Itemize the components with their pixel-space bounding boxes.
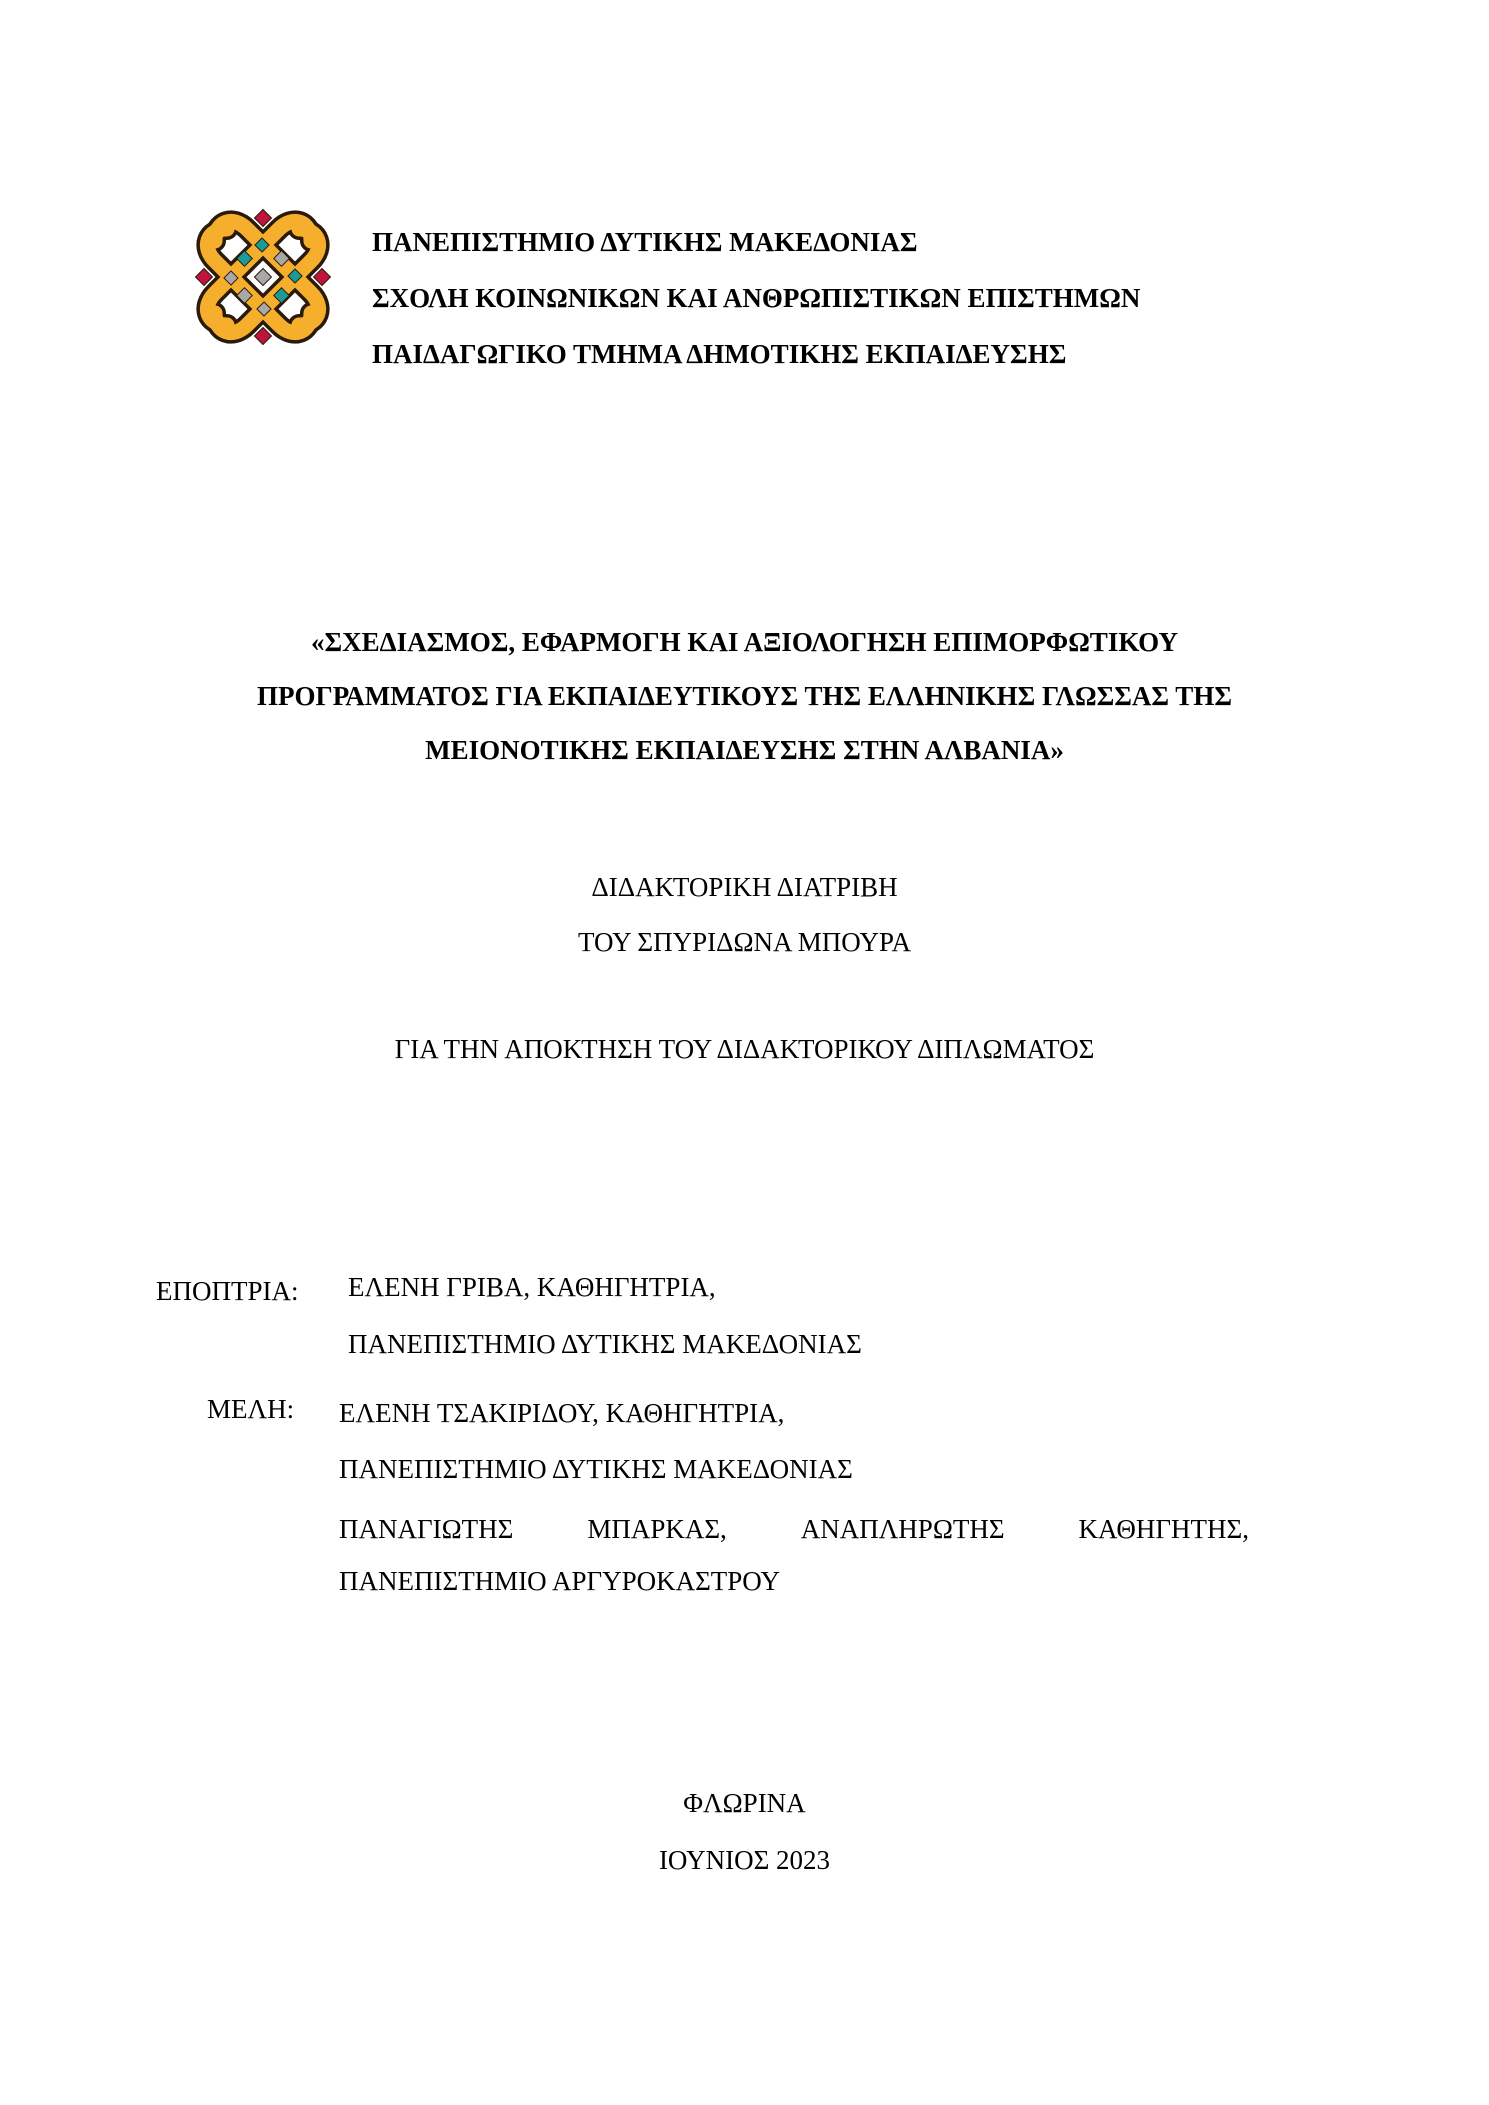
member-2-word: ΚΑΘΗΓΗΤΗΣ, [1078, 1514, 1249, 1544]
supervisor-label: ΕΠΟΠΤΡΙΑ: [156, 1276, 299, 1306]
supervisor-name: ΕΛΕΝΗ ΓΡΙΒΑ, ΚΑΘΗΓΗΤΡΙΑ, [348, 1272, 716, 1302]
member-2-affiliation: ΠΑΝΕΠΙΣΤΗΜΙΟ ΑΡΓΥΡΟΚΑΣΤΡΟΥ [339, 1566, 780, 1596]
university-name: ΠΑΝΕΠΙΣΤΗΜΙΟ ΔΥΤΙΚΗΣ ΜΑΚΕΔΟΝΙΑΣ [372, 227, 918, 257]
school-name: ΣΧΟΛΗ ΚΟΙΝΩΝΙΚΩΝ ΚΑΙ ΑΝΘΡΩΠΙΣΤΙΚΩΝ ΕΠΙΣΤΗΜΩΝ [372, 283, 1141, 313]
university-knot-logo-icon [193, 207, 333, 347]
city: ΦΛΩΡΙΝΑ [683, 1788, 806, 1818]
thesis-author: ΤΟΥ ΣΠΥΡΙΔΩΝΑ ΜΠΟΥΡΑ [577, 927, 912, 957]
supervisor-affiliation: ΠΑΝΕΠΙΣΤΗΜΙΟ ΔΥΤΙΚΗΣ ΜΑΚΕΔΟΝΙΑΣ [348, 1329, 862, 1359]
thesis-type: ΔΙΔΑΚΤΟΡΙΚΗ ΔΙΑΤΡΙΒΗ [591, 872, 898, 902]
members-label: ΜΕΛΗ: [207, 1394, 295, 1424]
member-1-name: ΕΛΕΝΗ ΤΣΑΚΙΡΙΔΟΥ, ΚΑΘΗΓΗΤΡΙΑ, [339, 1398, 785, 1428]
member-2-name [339, 1514, 1249, 1545]
date: ΙΟΥΝΙΟΣ 2023 [658, 1845, 831, 1875]
thesis-title-line: «ΣΧΕΔΙΑΣΜΟΣ, ΕΦΑΡΜΟΓΗ ΚΑΙ ΑΞΙΟΛΟΓΗΣΗ ΕΠΙΜΟΡΦΩΤΙΚΟΥ [311, 627, 1178, 657]
member-1-affiliation: ΠΑΝΕΠΙΣΤΗΜΙΟ ΔΥΤΙΚΗΣ ΜΑΚΕΔΟΝΙΑΣ [339, 1454, 853, 1484]
thesis-title-line: ΠΡΟΓΡΑΜΜΑΤΟΣ ΓΙΑ ΕΚΠΑΙΔΕΥΤΙΚΟΥΣ ΤΗΣ ΕΛΛΗΝΙΚΗΣ ΓΛΩΣΣΑΣ ΤΗΣ [257, 681, 1232, 711]
institution-header [372, 214, 1140, 382]
thesis-purpose: ΓΙΑ ΤΗΝ ΑΠΟΚΤΗΣΗ ΤΟΥ ΔΙΔΑΚΤΟΡΙΚΟΥ ΔΙΠΛΩΜΑΤΟΣ [394, 1034, 1095, 1064]
member-2-word: ΑΝΑΠΛΗΡΩΤΗΣ [800, 1514, 1005, 1544]
department-name: ΠΑΙΔΑΓΩΓΙΚΟ ΤΜΗΜΑ ΔΗΜΟΤΙΚΗΣ ΕΚΠΑΙΔΕΥΣΗΣ [372, 339, 1067, 369]
member-2-word: ΜΠΑΡΚΑΣ, [587, 1514, 727, 1544]
thesis-title-line: ΜΕΙΟΝΟΤΙΚΗΣ ΕΚΠΑΙΔΕΥΣΗΣ ΣΤΗΝ ΑΛΒΑΝΙΑ» [425, 735, 1064, 765]
thesis-title [0, 615, 1489, 777]
member-2-word: ΠΑΝΑΓΙΩΤΗΣ [339, 1514, 514, 1544]
